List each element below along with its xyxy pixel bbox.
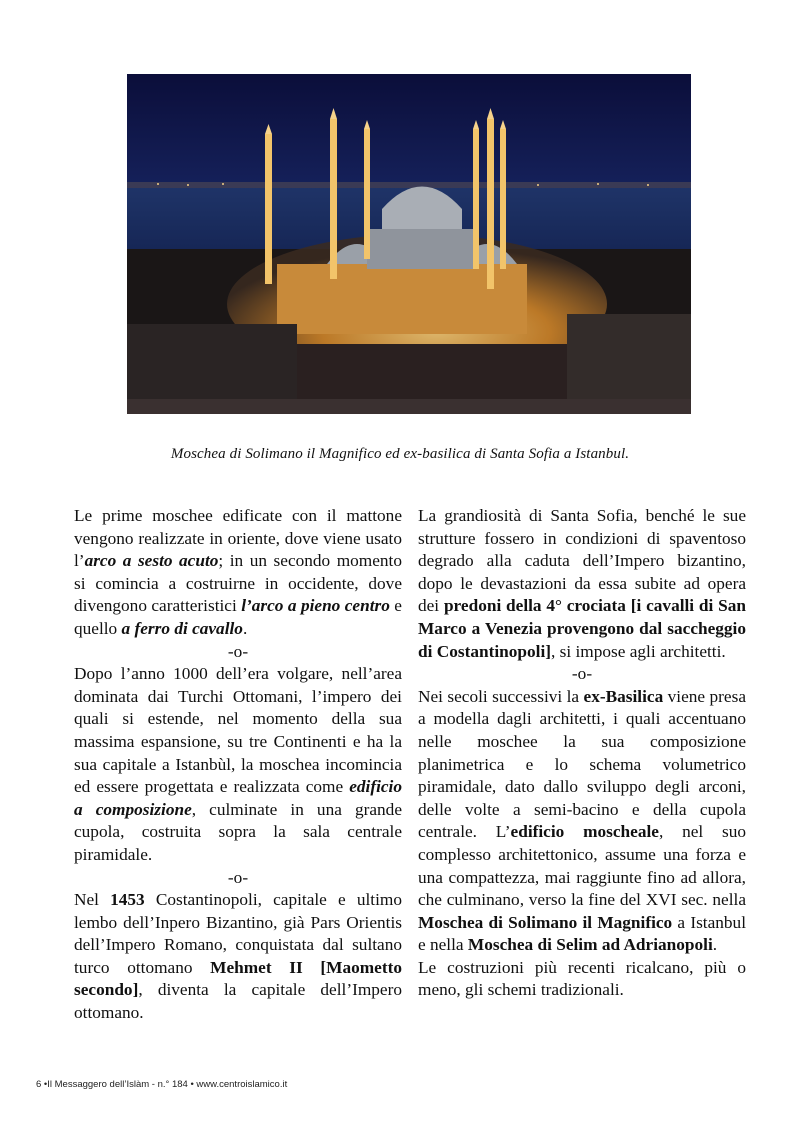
paragraph: Nel 1453 Costantinopoli, capitale e ultimo lembo dell’Inpero Bizantino, già Pars Orientis dell’Impero Romano, conquistata dal sultano turco ottomano Mehmet II [Maometto secondo], diventa la capitale dell’Impero ottomano. <box>74 890 402 1023</box>
separator: -o- <box>227 867 249 887</box>
mosque-night-photo-icon <box>127 74 691 414</box>
mosque-photo <box>127 74 691 414</box>
paragraph: Dopo l’anno 1000 dell’era volgare, nell’area dominata dai Turchi Ottomani, l’impero dei quali si estende, nel momento della sua massima espansione, su tre Continenti e ha la sua capitale a Istanbùl, la moschea incomincia ed essere progettata e realizzata come edificio a composizione, culminate in una grande cupola, costruita sopra la sala centrale piramidale. <box>74 664 402 864</box>
left-column <box>74 505 402 1025</box>
separator: -o- <box>227 641 249 661</box>
paragraph: Le costruzioni più recenti ricalcano, più o meno, gli schemi tradizionali. <box>418 957 746 1000</box>
paragraph: Le prime moschee edificate con il mattone vengono realizzate in oriente, dove viene usato l’arco a sesto acuto; in un secondo momento si comincia a costruirne in occidente, dove divengono caratteristici l’arco a pieno centro e quello a ferro di cavallo. <box>74 506 402 638</box>
paragraph: Nei secoli successivi la ex-Basilica viene presa a modella dagli architetti, i quali accentuano nelle moschee la sua composizione planimetrica e lo schema volumetrico piramidale, dato dallo sviluppo degli arconi, delle volte a semi-bacino e della cupola centrale. L’edificio moscheale, nel suo complesso architettonico, assume una forza e una compattezza, mai raggiunte fino ad allora, che culminano, verso la fine del XVI sec. nella Moschea di Solimano il Magnifico a Istanbul e nella Moschea di Selim ad Adrianopoli. <box>418 686 746 955</box>
right-column <box>418 505 746 1002</box>
paragraph: La grandiosità di Santa Sofia, benché le sue strutture fossero in condizioni di spaventoso degrado alla caduta dell’Impero bizantino, dopo le devastazioni da essa subite ad opera dei predoni della 4° crociata [i cavalli di San Marco a Venezia provengono dal saccheggio di Costantinopoli], si impose agli architetti. <box>418 506 747 661</box>
separator: -o- <box>571 664 593 684</box>
page-footer: 6 •Il Messaggero dell’Islàm - n.° 184 • www.centroislamico.it <box>36 1079 288 1090</box>
photo-caption: Moschea di Solimano il Magnifico ed ex-basilica di Santa Sofia a Istanbul. <box>170 446 630 462</box>
